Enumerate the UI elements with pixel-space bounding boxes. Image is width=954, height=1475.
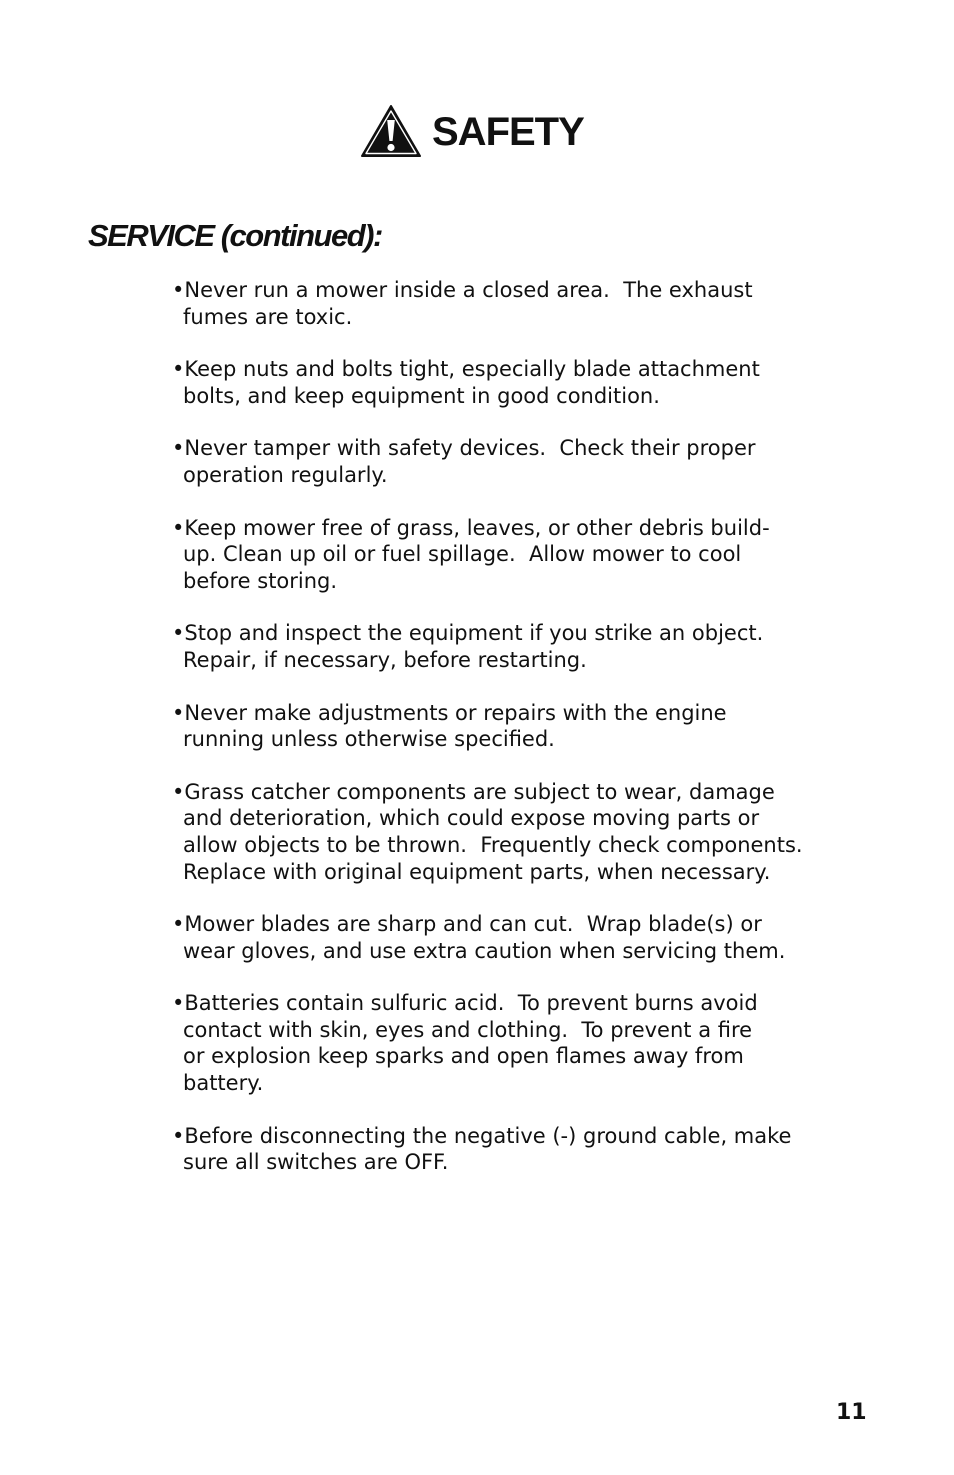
bullet-text-line: •Grass catcher components are subject to wear, damage — [172, 779, 775, 804]
page-title: SAFETY — [432, 110, 584, 154]
bullet-text-line: fumes are toxic. — [183, 304, 353, 329]
page-header — [0, 104, 954, 164]
bullet-text-line: up. Clean up oil or fuel spillage. Allow mower to cool — [183, 542, 742, 567]
bullet-text-line: •Before disconnecting the negative (-) ground cable, make — [172, 1123, 792, 1148]
bullet-text-line: or explosion keep sparks and open flames away from — [183, 1044, 744, 1069]
safety-bullet-item — [172, 700, 872, 753]
bullet-text-line: •Never run a mower inside a closed area. The exhaust — [172, 278, 753, 302]
safety-bullet-item — [172, 277, 872, 330]
safety-bullet-list — [172, 277, 872, 1176]
bullet-spacer — [172, 330, 872, 356]
bullet-text-line: allow objects to be thrown. Frequently check components. — [183, 832, 803, 857]
safety-bullet-item — [172, 435, 872, 488]
safety-bullet-item — [172, 779, 872, 885]
safety-bullet-item — [172, 990, 872, 1096]
bullet-text-line: Replace with original equipment parts, when necessary. — [183, 859, 771, 884]
bullet-text-line: before storing. — [183, 568, 338, 593]
bullet-spacer — [172, 489, 872, 515]
bullet-spacer — [172, 885, 872, 911]
warning-triangle-icon — [360, 104, 422, 158]
bullet-spacer — [172, 674, 872, 700]
bullet-spacer — [172, 409, 872, 435]
page-number: 11 — [836, 1400, 867, 1425]
bullet-text-line: •Mower blades are sharp and can cut. Wrap blade(s) or — [172, 912, 762, 937]
bullet-text-line: •Stop and inspect the equipment if you strike an object. — [172, 621, 764, 646]
bullet-spacer — [172, 964, 872, 990]
bullet-text-line: •Never tamper with safety devices. Check their proper — [172, 436, 756, 461]
safety-bullet-item — [172, 620, 872, 673]
bullet-text-line: operation regularly. — [183, 462, 388, 487]
safety-bullet-item — [172, 1123, 872, 1176]
safety-bullet-item — [172, 911, 872, 964]
bullet-text-line: Repair, if necessary, before restarting. — [183, 647, 587, 672]
bullet-text-line: sure all switches are OFF. — [183, 1150, 449, 1175]
bullet-text-line: bolts, and keep equipment in good condition. — [183, 383, 660, 408]
bullet-text-line: •Keep nuts and bolts tight, especially blade attachment — [172, 357, 760, 382]
safety-bullet-item — [172, 515, 872, 595]
bullet-text-line: contact with skin, eyes and clothing. To prevent a fire — [183, 1017, 753, 1042]
bullet-text-line: •Never make adjustments or repairs with the engine — [172, 700, 727, 725]
bullet-spacer — [172, 753, 872, 779]
bullet-text-line: and deterioration, which could expose moving parts or — [183, 806, 760, 831]
bullet-text-line: wear gloves, and use extra caution when servicing them. — [183, 938, 786, 963]
bullet-text-line: battery. — [183, 1071, 264, 1096]
bullet-text-line: running unless otherwise specified. — [183, 727, 555, 752]
section-heading: SERVICE (continued): — [88, 218, 382, 253]
safety-bullet-item — [172, 356, 872, 409]
bullet-spacer — [172, 1097, 872, 1123]
bullet-text-line: •Keep mower free of grass, leaves, or other debris build- — [172, 515, 770, 540]
bullet-spacer — [172, 594, 872, 620]
bullet-text-line: •Batteries contain sulfuric acid. To prevent burns avoid — [172, 991, 758, 1016]
